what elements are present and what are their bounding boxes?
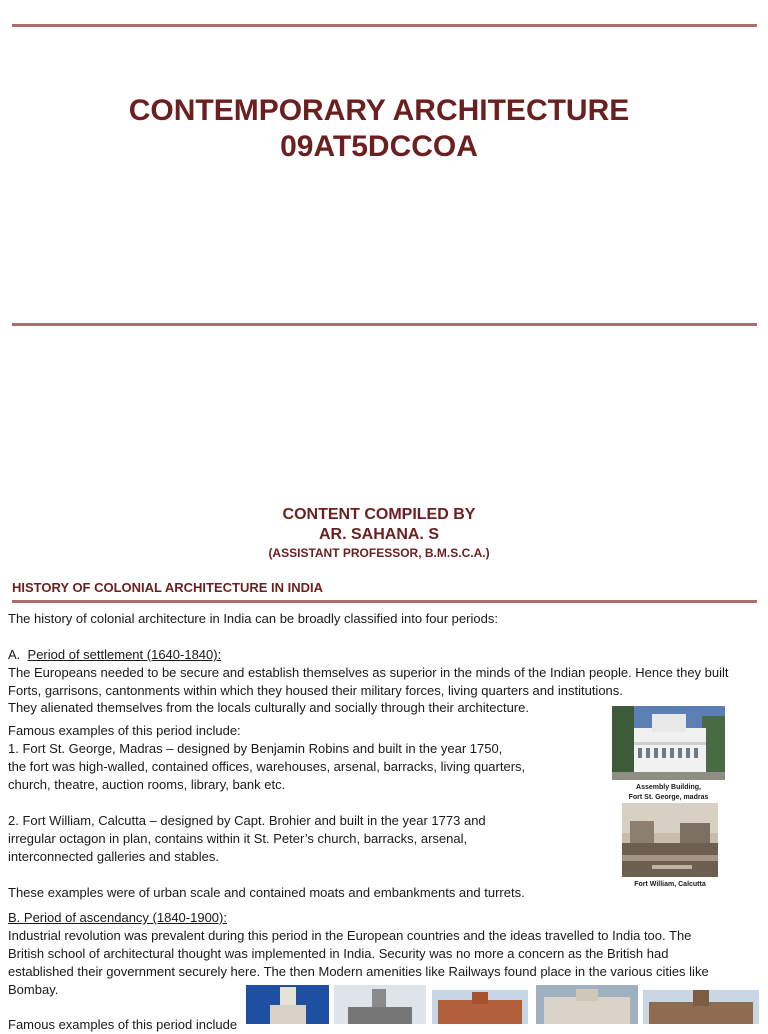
example-2-line-3: interconnected galleries and stables. <box>8 849 220 864</box>
section-heading: HISTORY OF COLONIAL ARCHITECTURE IN INDIA <box>12 580 324 595</box>
fort-william-caption: Fort William, Calcutta <box>634 881 706 888</box>
course-code: 09AT5DCCOA <box>280 130 478 163</box>
famous-examples-b: Famous examples of this period include <box>8 1017 238 1032</box>
red-brick-building-photo <box>432 990 528 1024</box>
period-a-line-3: They alienated themselves from the locals culturally and socially through their architecture. <box>8 700 529 715</box>
example-2-line-2: irregular octagon in plan, contains within it St. Peter’s church, barracks, arsenal, <box>8 831 468 846</box>
example-2-line-1: 2. Fort William, Calcutta – designed by Capt. Brohier and built in the year 1773 and <box>8 813 486 828</box>
cathedral-photo <box>334 985 426 1024</box>
assembly-building-caption-2: Fort St. George, madras <box>628 794 709 801</box>
example-1-line-1: 1. Fort St. George, Madras – designed by Benjamin Robins and built in the year 1750, <box>8 741 503 756</box>
period-b-line-3: established their government securely here. The then Modern amenities like Railways found place in the various cities like <box>8 964 709 979</box>
assembly-building-caption-1: Assembly Building, <box>636 784 701 791</box>
period-a-line-1: The Europeans needed to be secure and establish themselves as superior in the minds of the Indian people. Hence they built <box>8 665 729 680</box>
assembly-building-photo <box>612 706 725 780</box>
famous-examples-a: Famous examples of this period include: <box>8 723 241 738</box>
example-1-line-3: church, theatre, auction rooms, library, bank etc. <box>8 777 286 792</box>
period-a-line-2: Forts, garrisons, cantonments within which they housed their military forces, living quarters and institutions. <box>8 683 623 698</box>
period-b-line-4: Bombay. <box>8 982 59 997</box>
period-b-line-1: Industrial revolution was prevalent during this period in the European countries and the ideas travelled to India too. The <box>8 928 692 943</box>
period-a-heading <box>8 646 221 664</box>
middle-rule <box>12 323 757 326</box>
author-affiliation: (ASSISTANT PROFESSOR, B.M.S.C.A.) <box>268 546 490 560</box>
gothic-church-photo <box>246 985 329 1024</box>
summary-a: These examples were of urban scale and contained moats and embankments and turrets. <box>8 885 525 900</box>
intro-text: The history of colonial architecture in India can be broadly classified into four periods: <box>8 611 498 626</box>
example-1-line-2: the fort was high-walled, contained offices, warehouses, arsenal, barracks, living quarters, <box>8 759 526 774</box>
fort-william-photo <box>622 803 718 877</box>
period-a-prefix: A. <box>8 647 21 662</box>
period-b-line-2: British school of architectural thought was implemented in India. Security was no more a concern as the British had <box>8 946 669 961</box>
railway-terminus-photo <box>643 990 759 1024</box>
period-b-heading: B. Period of ascendancy (1840-1900): <box>8 910 227 925</box>
section-rule <box>12 600 757 603</box>
course-title: CONTEMPORARY ARCHITECTURE <box>128 94 630 127</box>
neoclassical-building-photo <box>536 985 638 1024</box>
author-name: AR. SAHANA. S <box>318 526 439 543</box>
top-rule <box>12 24 757 27</box>
period-a-title: Period of settlement (1640-1840): <box>27 647 222 662</box>
compiled-by-label: CONTENT COMPILED BY <box>282 506 476 523</box>
